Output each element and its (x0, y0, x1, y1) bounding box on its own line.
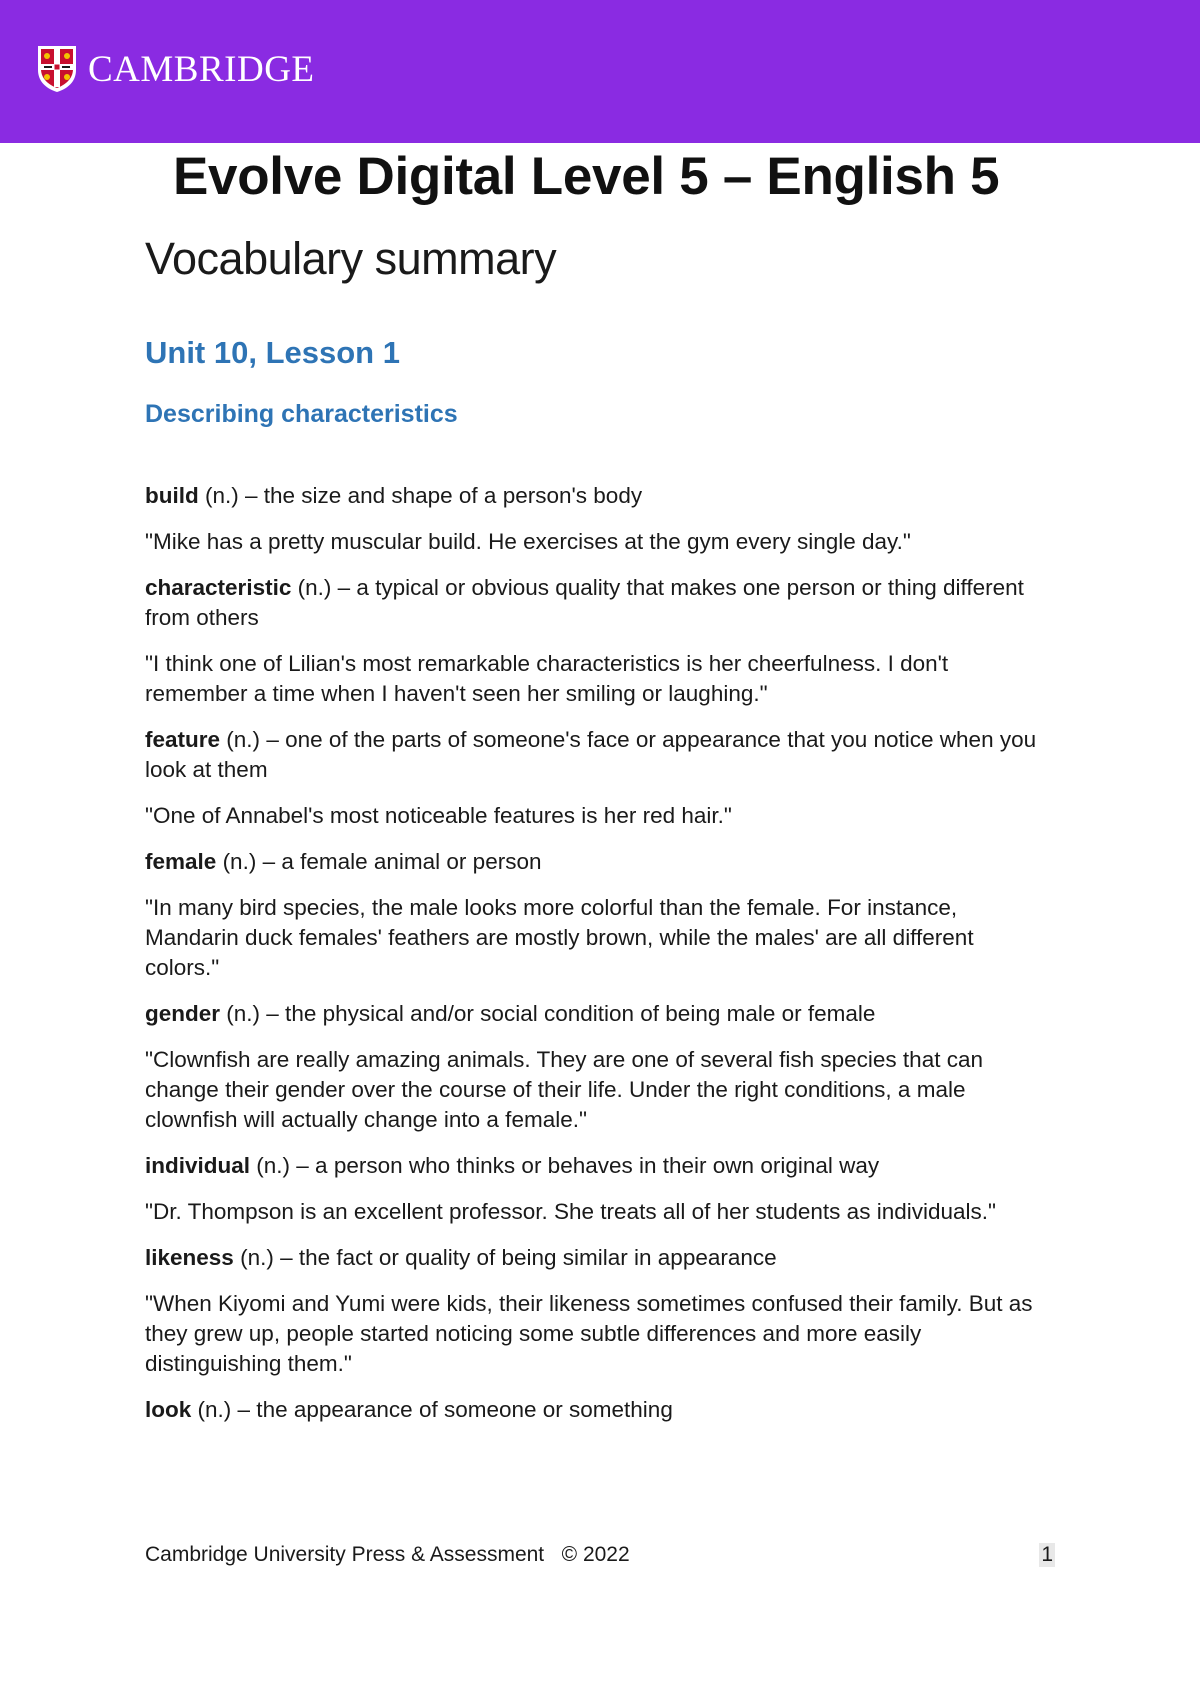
page-number: 1 (1041, 1543, 1053, 1566)
entry-definition (145, 481, 1050, 511)
entry-example: "When Kiyomi and Yumi were kids, their likeness sometimes confused their family. But as they grew up, people started noticing some subtle differences and more easily distinguishing them." (145, 1290, 1033, 1376)
entry-example: "In many bird species, the male looks more colorful than the female. For instance, Mandarin duck females' feathers are mostly brown, while the males' are all different colors." (145, 894, 974, 980)
document-body (145, 148, 1050, 1441)
entry-term: look (145, 1396, 192, 1422)
header-band (0, 0, 1200, 143)
entry-pos: (n.) (205, 482, 239, 508)
entry-pos: (n.) (256, 1152, 291, 1178)
entry-definition-text: – the fact or quality of being similar in appearance (280, 1244, 777, 1270)
entry-definition-text: – a person who thinks or behaves in their own original way (296, 1152, 880, 1178)
entry-pos: (n.) (297, 574, 332, 600)
brand-name: CAMBRIDGE (88, 48, 315, 90)
entry-definition (145, 1395, 1050, 1425)
entry-pos: (n.) (226, 726, 261, 752)
entry-definition-text: – a typical or obvious quality that makes one person or thing different from others (145, 574, 1024, 630)
entry-term: feature (145, 726, 221, 752)
vocabulary-entry-build (145, 481, 1050, 557)
vocabulary-entry-gender (145, 999, 1050, 1135)
entry-example: "Clownfish are really amazing animals. They are one of several fish species that can change their gender over the course of their life. Under the right conditions, a male clownfish will actually change into a female." (145, 1046, 983, 1132)
vocabulary-entry-female (145, 847, 1050, 983)
entry-pos: (n.) (240, 1244, 274, 1270)
entry-definition (145, 725, 1050, 785)
entry-definition-text: – the appearance of someone or something (237, 1396, 673, 1422)
entry-definition-text: – the physical and/or social condition of being male or female (266, 1000, 876, 1026)
page-footer (145, 1543, 1055, 1567)
vocabulary-entry-individual (145, 1151, 1050, 1227)
entry-pos: (n.) (222, 848, 257, 874)
entry-example: "One of Annabel's most noticeable features is her red hair." (145, 802, 732, 828)
entry-definition (145, 1243, 1050, 1273)
vocabulary-entry-look (145, 1395, 1050, 1425)
entry-definition-text: – a female animal or person (262, 848, 542, 874)
section-heading: Describing characteristics (145, 399, 458, 428)
document-subtitle: Vocabulary summary (145, 233, 557, 285)
entry-example: "I think one of Lilian's most remarkable characteristics is her cheerfulness. I don't remember a time when I haven't seen her smiling or laughing." (145, 650, 949, 706)
entry-term: individual (145, 1152, 251, 1178)
entry-example: "Dr. Thompson is an excellent professor. She treats all of her students as individuals." (145, 1198, 997, 1224)
entry-term: likeness (145, 1244, 234, 1270)
entry-pos: (n.) (197, 1396, 232, 1422)
entry-definition (145, 1151, 1050, 1181)
entry-term: characteristic (145, 574, 292, 600)
entry-pos: (n.) (226, 1000, 261, 1026)
unit-heading: Unit 10, Lesson 1 (145, 334, 400, 370)
entry-term: build (145, 482, 199, 508)
vocabulary-list (145, 481, 1050, 1425)
vocabulary-entry-feature (145, 725, 1050, 831)
entry-term: female (145, 848, 217, 874)
vocabulary-entry-characteristic (145, 573, 1050, 709)
document-title: Evolve Digital Level 5 – English 5 (173, 147, 1000, 206)
entry-term: gender (145, 1000, 221, 1026)
entry-definition (145, 847, 1050, 877)
entry-definition-text: – one of the parts of someone's face or appearance that you notice when you look at them (145, 726, 1037, 782)
cambridge-shield-icon (36, 44, 78, 94)
entry-definition (145, 999, 1050, 1029)
footer-publisher: Cambridge University Press & Assessment © 2022 (145, 1543, 630, 1566)
entry-definition-text: – the size and shape of a person's body (245, 482, 643, 508)
cambridge-logo (36, 44, 315, 94)
entry-definition (145, 573, 1050, 633)
vocabulary-entry-likeness (145, 1243, 1050, 1379)
entry-example: "Mike has a pretty muscular build. He exercises at the gym every single day." (145, 528, 911, 554)
